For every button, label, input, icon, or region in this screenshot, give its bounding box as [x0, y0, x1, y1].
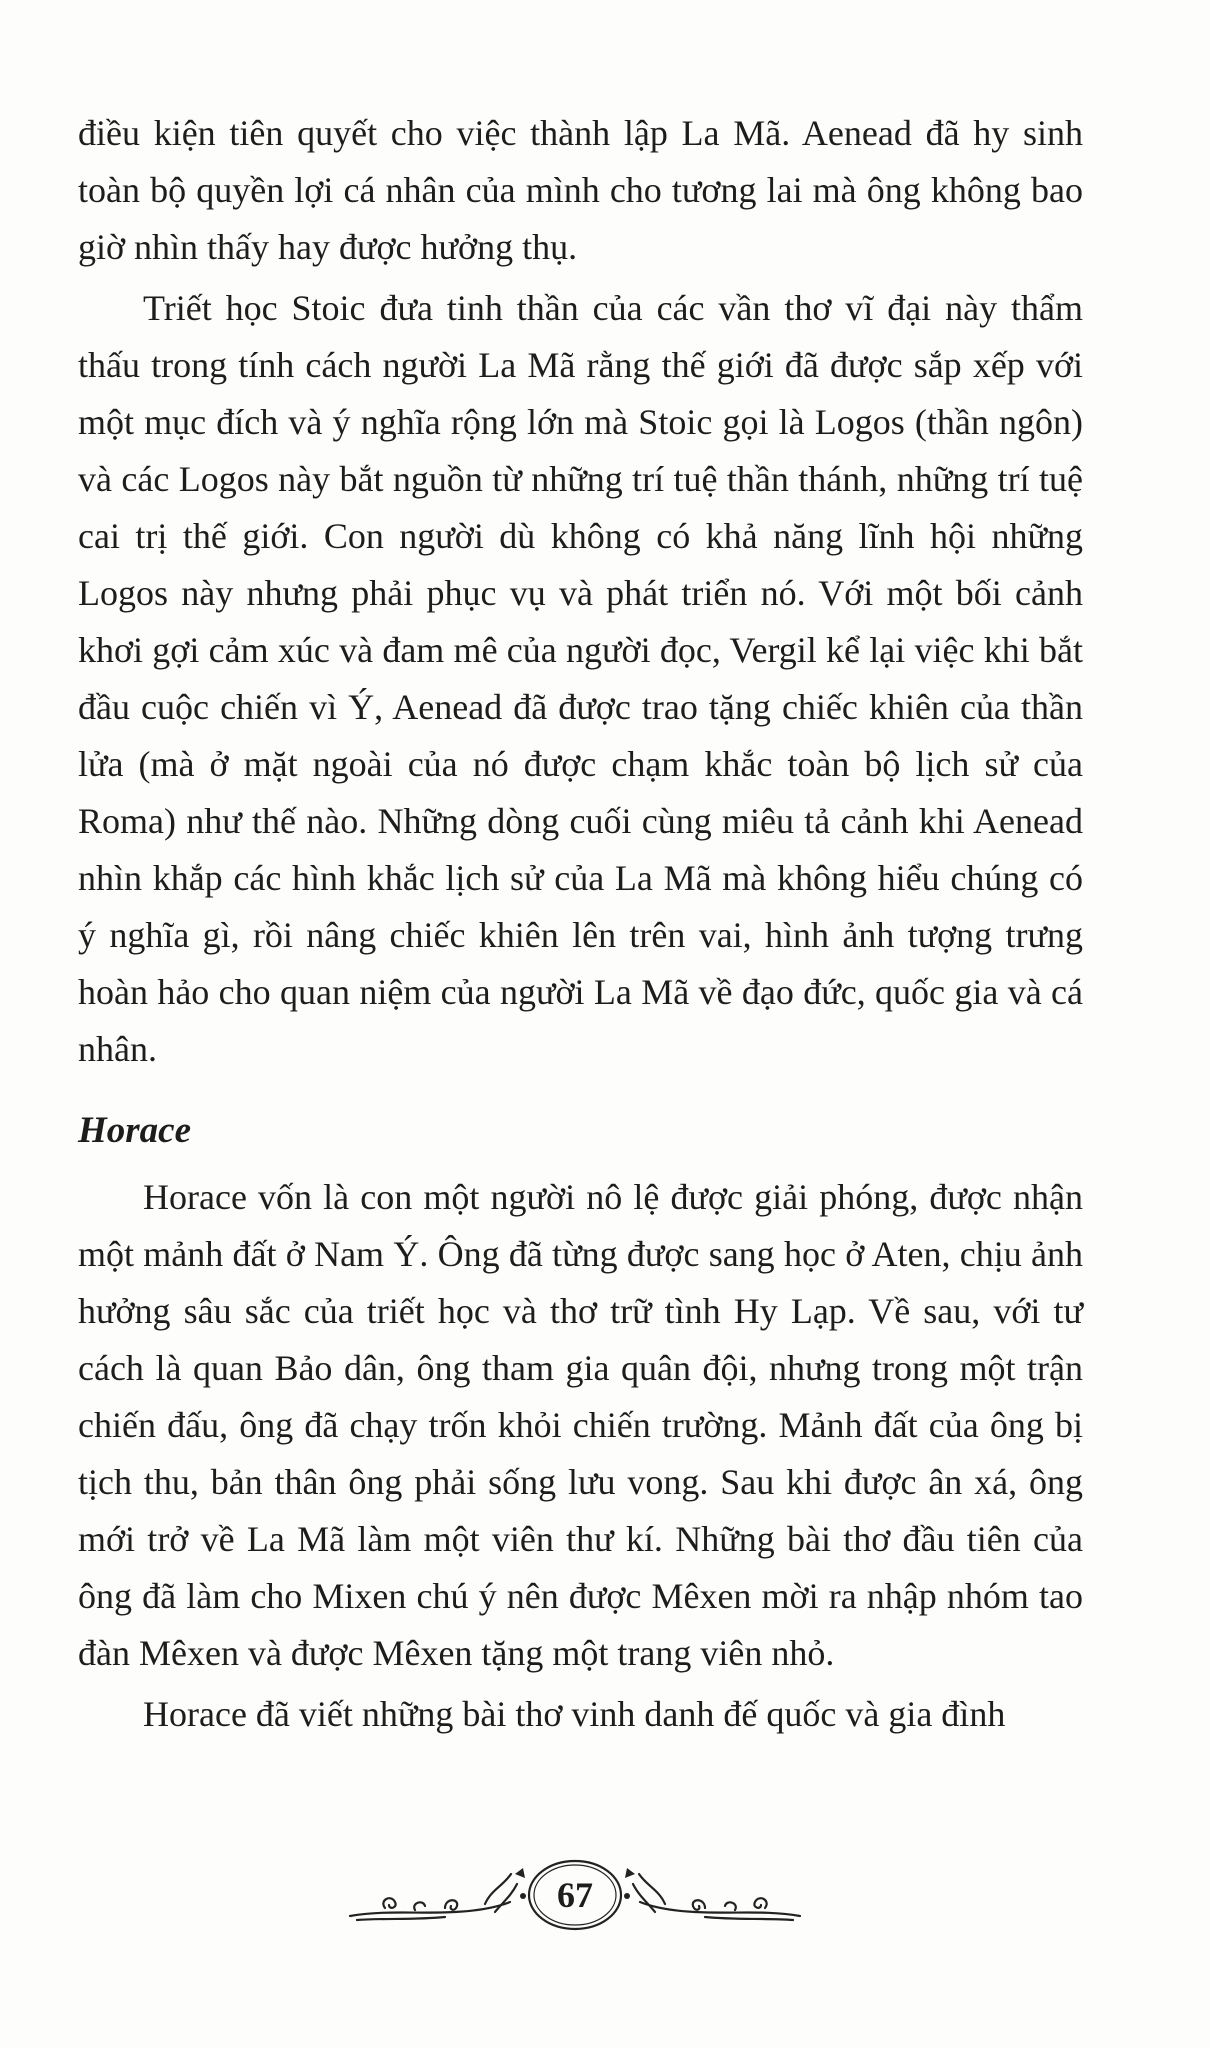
paragraph-continuation: điều kiện tiên quyết cho việc thành lập La Mã. Aenead đã hy sinh toàn bộ quyền lợi cá nhân của mình cho tương lai mà ông không bao giờ nhìn thấy hay được hưởng thụ.: [78, 113, 1083, 267]
page-body: [78, 105, 1083, 1747]
page-number: 67: [557, 1875, 593, 1915]
section-heading-horace: Horace: [78, 1110, 192, 1151]
paragraph-horace-poems: Horace đã viết những bài thơ vinh danh đế quốc và gia đình: [143, 1694, 1006, 1734]
page-footer: [345, 1850, 805, 1940]
paragraph-horace-bio: Horace vốn là con một người nô lệ được giải phóng, được nhận một mảnh đất ở Nam Ý. Ông đã từng được sang học ở Aten, chịu ảnh hưởng sâu sắc của triết học và thơ trữ tình Hy Lạp. Về sau, với tư cách là quan Bảo dân, ông tham gia quân đội, nhưng trong một trận chiến đấu, ông đã chạy trốn khỏi chiến trường. Mảnh đất của ông bị tịch thu, bản thân ông phải sống lưu vong. Sau khi được ân xá, ông mới trở về La Mã làm một viên thư kí. Những bài thơ đầu tiên của ông đã làm cho Mixen chú ý nên được Mêxen mời ra nhập nhóm tao đàn Mêxen và được Mêxen tặng một trang viên nhỏ.: [78, 1177, 1083, 1673]
paragraph-stoic: Triết học Stoic đưa tinh thần của các vần thơ vĩ đại này thẩm thấu trong tính cách người La Mã rằng thế giới đã được sắp xếp với một mục đích và ý nghĩa rộng lớn mà Stoic gọi là Logos (thần ngôn) và các Logos này bắt nguồn từ những trí tuệ thần thánh, những trí tuệ cai trị thế giới. Con người dù không có khả năng lĩnh hội những Logos này nhưng phải phục vụ và phát triển nó. Với một bối cảnh khơi gợi cảm xúc và đam mê của người đọc, Vergil kể lại việc khi bắt đầu cuộc chiến vì Ý, Aenead đã được trao tặng chiếc khiên của thần lửa (mà ở mặt ngoài của nó được chạm khắc toàn bộ lịch sử của Roma) như thế nào. Những dòng cuối cùng miêu tả cảnh khi Aenead nhìn khắp các hình khắc lịch sử của La Mã mà không hiểu chúng có ý nghĩa gì, rồi nâng chiếc khiên lên trên vai, hình ảnh tượng trưng hoàn hảo cho quan niệm của người La Mã về đạo đức, quốc gia và cá nhân.: [78, 288, 1083, 1069]
